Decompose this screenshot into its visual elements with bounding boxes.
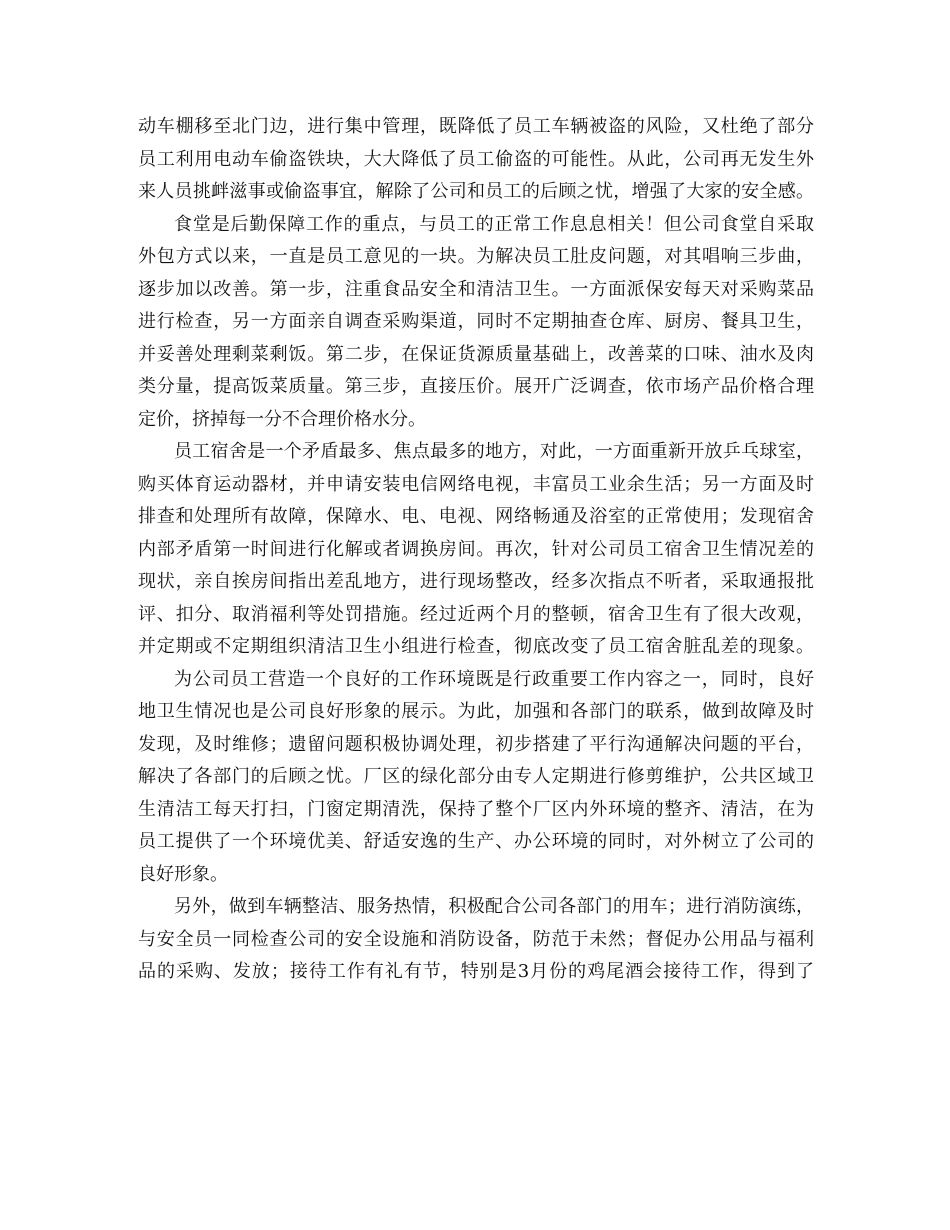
text-line: 并定期或不定期组织清洁卫生小组进行检查，彻底改变了员工宿舍脏乱差的现象。: [138, 636, 814, 657]
text-line: 定价，挤掉每一分不合理价格水分。: [138, 408, 426, 430]
text-line: 员工宿舍是一个矛盾最多、焦点最多的地方，对此，一方面重新开放乒乓球室，: [174, 441, 814, 462]
paragraph-dormitory: [138, 436, 814, 664]
text-line: 购买体育运动器材，并申请安装电信网络电视，丰富员工业余生活；另一方面及时: [138, 473, 814, 495]
text-line: 进行检查，另一方面亲自调查采购渠道，同时不定期抽查仓库、厨房、餐具卫生，: [138, 311, 814, 332]
paragraph-environment: [138, 664, 814, 892]
text-line: 与安全员一同检查公司的安全设施和消防设备，防范于未然；督促办公用品与福利: [138, 928, 814, 950]
paragraph-canteen: [138, 209, 814, 437]
paragraph-other: [138, 891, 814, 989]
document-body: [138, 111, 814, 989]
text-line: 来人员挑衅滋事或偷盗事宜，解除了公司和员工的后顾之忧，增强了大家的安全感。: [138, 181, 814, 202]
text-line: 外包方式以来，一直是员工意见的一块。为解决员工肚皮问题，对其唱响三步曲，: [138, 246, 814, 267]
text-line: 内部矛盾第一时间进行化解或者调换房间。再次，针对公司员工宿舍卫生情况差的: [138, 538, 814, 560]
text-line: 并妥善处理剩菜剩饭。第二步，在保证货源质量基础上，改善菜的口味、油水及肉: [138, 343, 814, 365]
paragraph-parking: [138, 111, 814, 209]
text-line: 排查和处理所有故障，保障水、电、电视、网络畅通及浴室的正常使用；发现宿舍: [138, 506, 814, 527]
text-line: 类分量，提高饭菜质量。第三步，直接压价。展开广泛调查，依市场产品价格合理: [138, 376, 814, 397]
text-line: 另外，做到车辆整洁、服务热情，积极配合公司各部门的用车；进行消防演练，: [174, 896, 814, 917]
text-line: 评、扣分、取消福利等处罚措施。经过近两个月的整顿，宿舍卫生有了很大改观，: [138, 603, 814, 625]
text-line: 发现，及时维修；遗留问题积极协调处理，初步搭建了平行沟通解决问题的平台，: [138, 733, 814, 755]
text-line: 逐步加以改善。第一步，注重食品安全和清洁卫生。一方面派保安每天对采购菜品: [138, 278, 814, 300]
text-line: 解决了各部门的后顾之忧。厂区的绿化部分由专人定期进行修剪维护，公共区域卫: [138, 766, 814, 787]
text-line: 生清洁工每天打扫，门窗定期清洗，保持了整个厂区内外环境的整齐、清洁，在为: [138, 798, 814, 820]
text-line: 良好形象。: [138, 863, 228, 885]
text-line: 员工利用电动车偷盗铁块，大大降低了员工偷盗的可能性。从此，公司再无发生外: [138, 148, 814, 170]
text-line: 品的采购、发放；接待工作有礼有节，特别是3月份的鸡尾酒会接待工作，得到了: [138, 961, 814, 982]
text-line: 地卫生情况也是公司良好形象的展示。为此，加强和各部门的联系，做到故障及时: [138, 701, 814, 722]
text-line: 食堂是后勤保障工作的重点，与员工的正常工作息息相关！但公司食堂自采取: [174, 213, 814, 235]
text-line: 动车棚移至北门边，进行集中管理，既降低了员工车辆被盗的风险，又杜绝了部分: [138, 116, 814, 137]
text-line: 为公司员工营造一个良好的工作环境既是行政重要工作内容之一，同时，良好: [174, 668, 814, 690]
text-line: 现状，亲自挨房间指出差乱地方，进行现场整改，经多次指点不听者，采取通报批: [138, 571, 814, 592]
text-line: 员工提供了一个环境优美、舒适安逸的生产、办公环境的同时，对外树立了公司的: [138, 831, 814, 852]
